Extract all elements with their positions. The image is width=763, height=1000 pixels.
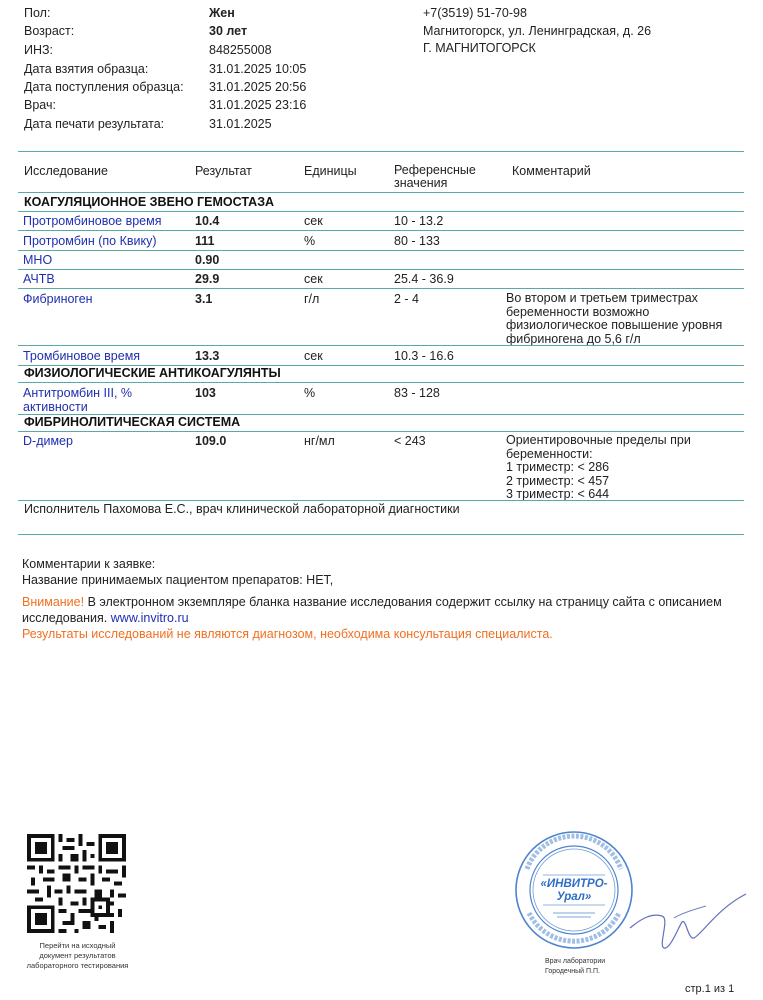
header-comment: Комментарий [512,164,591,178]
row-rule [18,500,744,501]
sample-received-label: Дата поступления образца: [24,80,184,94]
invitro-link[interactable]: www.invitro.ru [110,611,189,625]
row-rule [18,250,744,251]
header-rule [18,192,744,193]
section-fibrinolytic: ФИБРИНОЛИТИЧЕСКАЯ СИСТЕМА [24,415,241,429]
sample-received-value: 31.01.2025 20:56 [209,80,307,94]
test-link-aptt[interactable]: АЧТВ [23,272,55,286]
reference-value: 80 - 133 [394,234,440,248]
row-rule [18,288,744,289]
row-rule [18,382,744,383]
qr-caption: Перейти на исходный документ результатов лабораторного тестирования [26,941,129,970]
test-link-fibrinogen[interactable]: Фибриноген [23,292,93,306]
doctor-label: Врач: [24,98,56,112]
result-value: 109.0 [195,434,227,448]
page-number: стр.1 из 1 [685,983,735,995]
comment-fibrinogen: Во втором и третьем триместрах беременности возможно физиологическое повышение уровня фибриногена до 5,6 г/л [506,291,723,346]
attention-note: Внимание! В электронном экземпляре бланка название исследования содержит ссылку на страницу сайта с описанием исследования. www.invitro.ru [22,595,722,625]
test-link-quick[interactable]: Протромбин (по Квику) [23,234,157,248]
result-value: 13.3 [195,349,220,363]
header-units: Единицы [304,164,357,178]
header-test: Исследование [24,164,108,178]
result-value: 10.4 [195,214,220,228]
section-coagulation: КОАГУЛЯЦИОННОЕ ЗВЕНО ГЕМОСТАЗА [24,195,275,209]
print-date-label: Дата печати результата: [24,117,165,131]
unit-value: г/л [304,292,320,306]
age-label: Возраст: [24,24,75,38]
stamp-brand-line-1: «ИНВИТРО- [540,878,608,890]
header-result: Результат [195,164,252,178]
unit-value: % [304,234,316,248]
test-link-inr[interactable]: МНО [23,253,53,267]
test-link-antithrombin[interactable]: Антитромбин III, % активности [23,386,133,414]
reference-value: 2 - 4 [394,292,420,306]
bottom-rule [18,534,744,535]
section-anticoagulants: ФИЗИОЛОГИЧЕСКИЕ АНТИКОАГУЛЯНТЫ [24,366,281,380]
sex-value: Жен [209,6,235,20]
lab-city: Г. МАГНИТОГОРСК [423,41,536,55]
lab-phone: +7(3519) 51-70-98 [423,6,527,20]
attention-word: Внимание! [22,595,85,609]
sample-taken-value: 31.01.2025 10:05 [209,62,307,76]
row-rule [18,431,744,432]
unit-value: сек [304,272,323,286]
comments-label: Комментарии к заявке: [22,557,156,571]
table-top-rule [18,151,744,152]
sample-taken-label: Дата взятия образца: [24,62,149,76]
result-value: 103 [195,386,216,400]
row-rule [18,345,744,346]
reference-value: 83 - 128 [394,386,440,400]
drugs-line: Название принимаемых пациентом препаратов: НЕТ, [22,573,334,587]
lab-address: Магнитогорск, ул. Ленинградская, д. 26 [423,24,652,38]
doctor-value: 31.01.2025 23:16 [209,98,307,112]
test-link-thrombin-time[interactable]: Тромбиновое время [23,349,141,363]
result-value: 111 [195,234,215,248]
print-date-value: 31.01.2025 [209,117,272,131]
signature-caption: Врач лаборатории Городечный П.П. [545,958,606,975]
row-rule [18,230,744,231]
reference-value: 10.3 - 16.6 [394,349,454,363]
performer: Исполнитель Пахомова Е.С., врач клинической лабораторной диагностики [24,502,460,516]
qr-code[interactable] [27,834,126,933]
reference-value: 10 - 13.2 [394,214,444,228]
row-rule [18,211,744,212]
stamp-brand-line-2: Урал» [556,891,592,903]
inz-label: ИНЗ: [24,43,54,57]
sex-label: Пол: [24,6,51,20]
inz-value: 848255008 [209,43,272,57]
disclaimer: Результаты исследований не являются диагнозом, необходима консультация специалиста. [22,627,553,641]
row-rule [18,269,744,270]
test-link-prothrombin-time[interactable]: Протромбиновое время [23,214,162,228]
age-value: 30 лет [209,24,248,38]
result-value: 0.90 [195,253,220,267]
result-value: 3.1 [195,292,213,306]
signature [622,888,752,960]
unit-value: сек [304,214,323,228]
unit-value: сек [304,349,323,363]
reference-value: < 243 [394,434,426,448]
comment-d-dimer: Ориентировочные пределы при беременности: 1 триместр: < 286 2 триместр: < 457 3 триместр: < 644 [506,433,691,501]
reference-value: 25.4 - 36.9 [394,272,454,286]
company-stamp [513,829,635,951]
unit-value: нг/мл [304,434,335,448]
header-reference: Референсные значения [394,163,476,190]
test-link-d-dimer[interactable]: D-димер [23,434,73,448]
unit-value: % [304,386,316,400]
result-value: 29.9 [195,272,220,286]
